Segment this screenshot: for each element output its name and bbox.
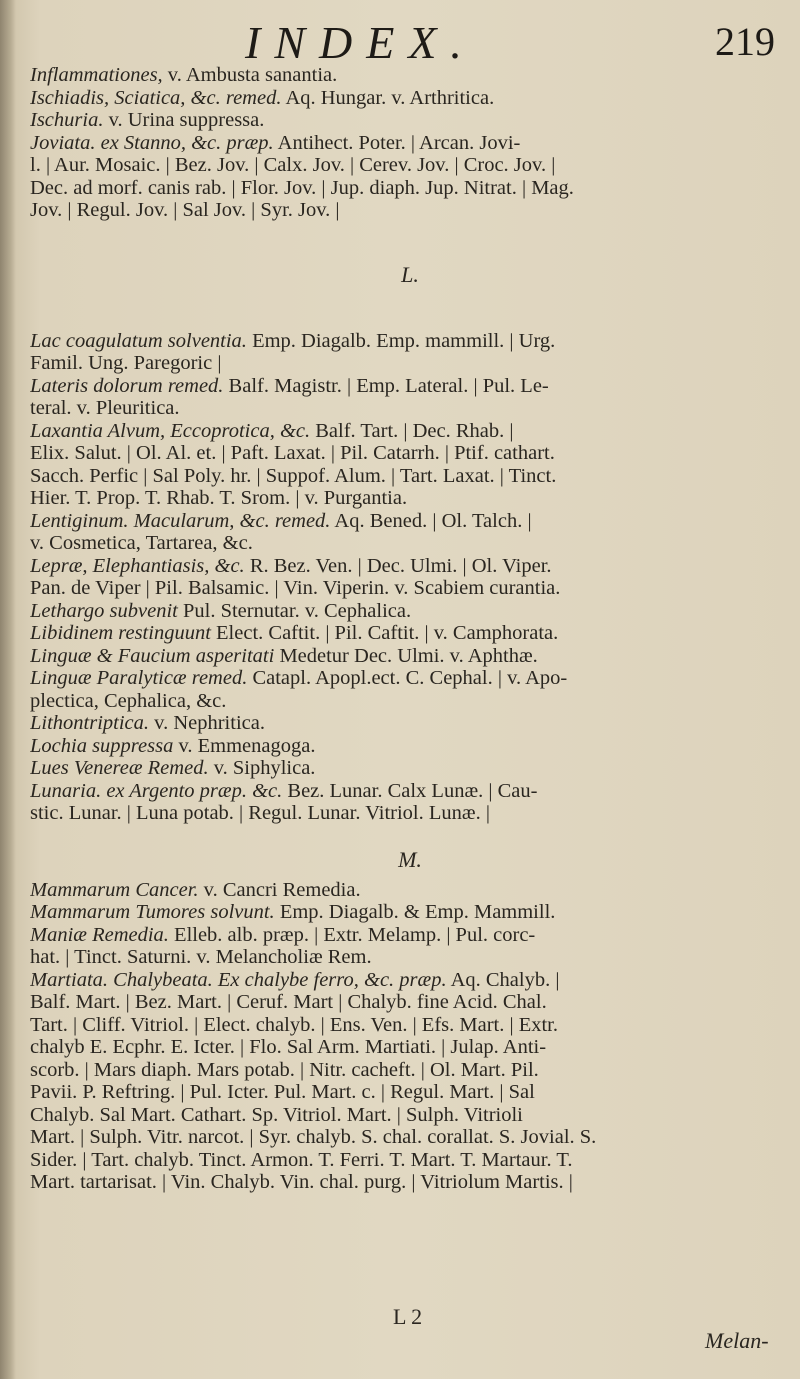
running-title: INDEX. (245, 17, 476, 68)
index-entry: Linguæ & Faucium asperitati Medetur Dec. Ulmi. v. Aphthæ. (30, 644, 538, 667)
index-entry: Joviata. ex Stanno, &c. præp. Antihect. Poter. | Arcan. Jovi- (30, 131, 521, 154)
section-heading-l: L. (401, 261, 419, 287)
index-entry: Lac coagulatum solventia. Emp. Diagalb. Emp. mammill. | Urg. (30, 329, 556, 352)
index-entry: Linguæ Paralyticæ remed. Catapl. Apopl.ect. C. Cephal. | v. Apo- (30, 667, 568, 689)
index-entry-continuation: Jov. | Regul. Jov. | Sal Jov. | Syr. Jov. | (30, 199, 340, 221)
index-entry-continuation: v. Cosmetica, Tartarea, &c. (30, 532, 253, 554)
index-entry: Lateris dolorum remed. Balf. Magistr. | Emp. Lateral. | Pul. Le- (30, 374, 549, 397)
index-entry: Lethargo subvenit Pul. Sternutar. v. Cephalica. (30, 599, 412, 622)
index-entry: Lochia suppressa v. Emmenagoga. (30, 734, 316, 757)
index-entry-continuation: Famil. Ung. Paregoric | (30, 352, 222, 374)
index-entry-continuation: l. | Aur. Mosaic. | Bez. Jov. | Calx. Jov. | Cerev. Jov. | Croc. Jov. | (30, 154, 556, 176)
index-entry-continuation: Elix. Salut. | Ol. Al. et. | Paft. Laxat. | Pil. Catarrh. | Ptif. cathart. (30, 442, 555, 464)
index-entry-continuation: scorb. | Mars diaph. Mars potab. | Nitr. cacheft. | Ol. Mart. Pil. (30, 1058, 539, 1081)
index-entry-continuation: hat. | Tinct. Saturni. v. Melancholiæ Rem. (30, 946, 372, 968)
index-entry: Martiata. Chalybeata. Ex chalybe ferro, &c. præp. Aq. Chalyb. | (30, 968, 560, 991)
index-entry: Lentiginum. Macularum, &c. remed. Aq. Bened. | Ol. Talch. | (30, 509, 532, 532)
index-entry: Lunaria. ex Argento præp. &c. Bez. Lunar. Calx Lunæ. | Cau- (30, 779, 538, 802)
page-number: 219 (715, 19, 775, 64)
index-entry: Lepræ, Elephantiasis, &c. R. Bez. Ven. | Dec. Ulmi. | Ol. Viper. (30, 554, 552, 577)
index-entry: Libidinem restinguunt Elect. Caftit. | Pil. Caftit. | v. Camphorata. (30, 622, 559, 644)
index-entry-continuation: stic. Lunar. | Luna potab. | Regul. Lunar. Vitriol. Lunæ. | (30, 802, 490, 824)
index-entry-continuation: Hier. T. Prop. T. Rhab. T. Srom. | v. Purgantia. (30, 487, 408, 509)
catchword: Melan- (705, 1328, 769, 1353)
index-entry-continuation: Pavii. P. Reftring. | Pul. Icter. Pul. Mart. c. | Regul. Mart. | Sal (30, 1081, 535, 1103)
index-entry-continuation: Mart. | Sulph. Vitr. narcot. | Syr. chalyb. S. chal. corallat. S. Jovial. S. (30, 1126, 597, 1148)
index-entry: Ischiadis, Sciatica, &c. remed. Aq. Hungar. v. Arthritica. (30, 86, 495, 109)
index-entry-continuation: Dec. ad morf. canis rab. | Flor. Jov. | Jup. diaph. Jup. Nitrat. | Mag. (30, 176, 574, 199)
index-entry-continuation: Balf. Mart. | Bez. Mart. | Ceruf. Mart | Chalyb. fine Acid. Chal. (30, 991, 547, 1013)
index-entry-continuation: Tart. | Cliff. Vitriol. | Elect. chalyb. | Ens. Ven. | Efs. Mart. | Extr. (30, 1013, 558, 1036)
index-entry-continuation: Mart. tartarisat. | Vin. Chalyb. Vin. chal. purg. | Vitriolum Martis. | (30, 1171, 573, 1193)
index-entry: Maniæ Remedia. Elleb. alb. præp. | Extr. Melamp. | Pul. corc- (30, 923, 536, 946)
index-entry-continuation: Chalyb. Sal Mart. Cathart. Sp. Vitriol. Mart. | Sulph. Vitrioli (30, 1103, 523, 1126)
index-entry: Lues Venereæ Remed. v. Siphylica. (30, 757, 316, 779)
book-gutter-shadow (0, 0, 16, 1379)
index-entry: Mammarum Cancer. v. Cancri Remedia. (30, 878, 361, 901)
index-entry: Mammarum Tumores solvunt. Emp. Diagalb. & Emp. Mammill. (30, 901, 556, 923)
index-entry-continuation: teral. v. Pleuritica. (30, 397, 180, 419)
index-entry-continuation: Sacch. Perfic | Sal Poly. hr. | Suppof. Alum. | Tart. Laxat. | Tinct. (30, 464, 557, 487)
index-entry-continuation: chalyb E. Ecphr. E. Icter. | Flo. Sal Arm. Martiati. | Julap. Anti- (30, 1036, 547, 1058)
signature-mark: L 2 (393, 1304, 423, 1329)
index-body (30, 64, 790, 1194)
index-entry-continuation: Pan. de Viper | Pil. Balsamic. | Vin. Viperin. v. Scabiem curantia. (30, 577, 561, 599)
section-heading-m: M. (398, 846, 422, 872)
index-entry-continuation: Sider. | Tart. chalyb. Tinct. Armon. T. Ferri. T. Mart. T. Martaur. T. (30, 1148, 573, 1171)
index-entry: Inflammationes, v. Ambusta sanantia. (30, 64, 338, 86)
index-entry: Ischuria. v. Urina suppressa. (30, 109, 265, 131)
index-entry-continuation: plectica, Cephalica, &c. (30, 689, 227, 712)
running-head (0, 10, 800, 70)
index-entry: Laxantia Alvum, Eccoprotica, &c. Balf. Tart. | Dec. Rhab. | (30, 419, 514, 442)
index-entry: Lithontriptica. v. Nephritica. (30, 712, 265, 734)
